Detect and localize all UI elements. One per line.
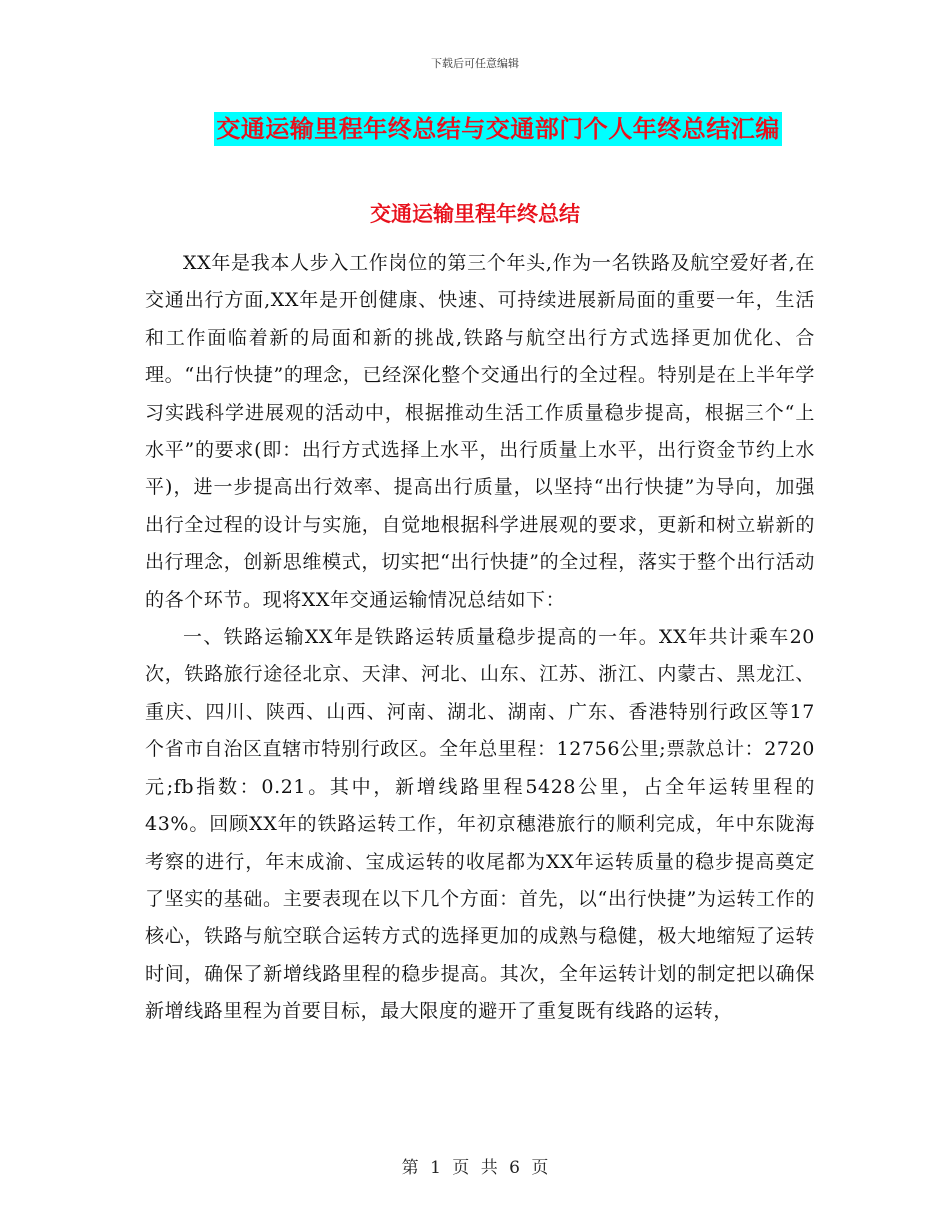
paragraph-intro: XX年是我本人步入工作岗位的第三个年头,作为一名铁路及航空爱好者,在交通出行方面,XX年是开创健康、快速、可持续进展新局面的重要一年，生活和工作面临着新的局面和新的挑战,铁路与航空出行方式选择更加优化、合理。“出行快捷”的理念，已经深化整个交通出行的全过程。特别是在上半年学习实践科学进展观的活动中，根据推动生活工作质量稳步提高，根据三个“上水平”的要求(即：出行方式选择上水平，出行质量上水平，出行资金节约上水平)，进一步提高出行效率、提高出行质量，以坚持“出行快捷”为导向，加强出行全过程的设计与实施，自觉地根据科学进展观的要求，更新和树立崭新的出行理念，创新思维模式，切实把“出行快捷”的全过程，落实于整个出行活动的各个环节。现将XX年交通运输情况总结如下： (145, 252, 815, 611)
document-title: 交通运输里程年终总结与交通部门个人年终总结汇编 (214, 112, 782, 146)
paragraph-railway: 一、铁路运输XX年是铁路运转质量稳步提高的一年。XX年共计乘车20次，铁路旅行途径北京、天津、河北、山东、江苏、浙江、内蒙古、黑龙江、重庆、四川、陕西、山西、河南、湖北、湖南、广东、香港特别行政区等17个省市自治区直辖市特别行政区。全年总里程：12756公里;票款总计：2720元;fb指数：0.21。其中，新增线路里程5428公里，占全年运转里程的43%。回顾XX年的铁路运转工作，年初京穗港旅行的顺利完成，年中东陇海考察的进行，年末成渝、宝成运转的收尾都为XX年运转质量的稳步提高奠定了坚实的基础。主要表现在以下几个方面：首先，以“出行快捷”为运转工作的核心，铁路与航空联合运转方式的选择更加的成熟与稳健，极大地缩短了运转时间，确保了新增线路里程的稳步提高。其次，全年运转计划的制定把以确保新增线路里程为首要目标，最大限度的避开了重复既有线路的运转， (145, 626, 815, 1023)
document-body (145, 245, 815, 1031)
section-title: 交通运输里程年终总结 (370, 202, 580, 226)
document-title-container (0, 112, 950, 146)
page-header-note: 下载后可任意编辑 (431, 57, 519, 70)
page-footer: 第 1 页 共 6 页 (401, 1158, 549, 1178)
